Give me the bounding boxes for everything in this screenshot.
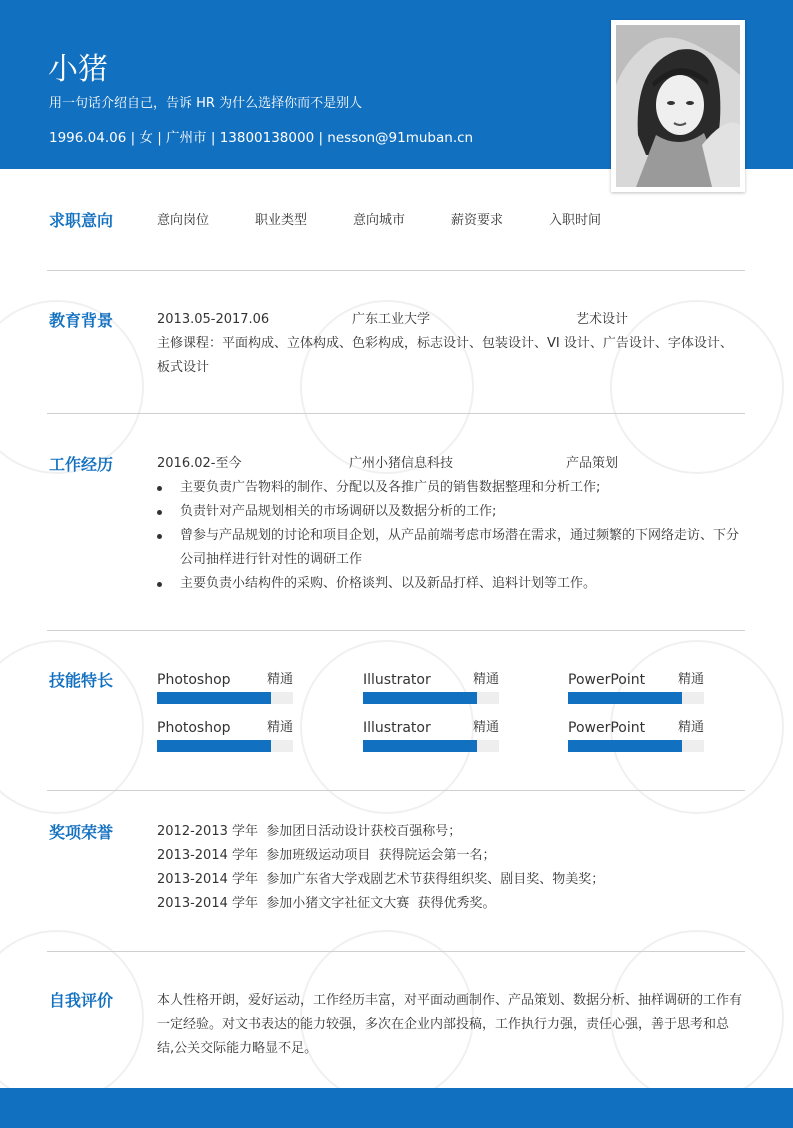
job-intention-item: 意向岗位 xyxy=(157,213,210,228)
work-bullet xyxy=(157,524,750,572)
footer-band xyxy=(0,1088,793,1128)
work-bullet-text: 主要负责广告物料的制作、分配以及各推广员的销售数据整理和分析工作; xyxy=(180,480,601,495)
skill-item xyxy=(157,718,293,762)
skill-name: Photoshop xyxy=(157,720,231,736)
work-bullet xyxy=(157,572,750,596)
education-courses: 主修课程：平面构成、立体构成、色彩构成，标志设计、包装设计、VI 设计、广告设计、字体设计、板式设计 xyxy=(157,336,733,375)
bullet-dot-icon xyxy=(157,534,162,539)
skill-name: Illustrator xyxy=(363,720,431,736)
job-intention-item: 入职时间 xyxy=(549,213,602,228)
skill-item xyxy=(363,670,499,714)
skill-bar-track xyxy=(363,692,499,704)
skill-item xyxy=(363,718,499,762)
section-divider xyxy=(47,951,745,952)
watermark-ring xyxy=(0,640,144,814)
watermark-ring xyxy=(610,300,784,474)
skill-bar-fill xyxy=(157,740,271,752)
section-title-awards: 奖项荣誉 xyxy=(49,823,114,842)
skill-item xyxy=(568,718,704,762)
section-divider xyxy=(47,413,745,414)
skill-bar-track xyxy=(568,692,704,704)
work-bullet xyxy=(157,500,750,524)
bullet-dot-icon xyxy=(157,510,162,515)
skill-level: 精通 xyxy=(472,672,499,687)
skill-name: Photoshop xyxy=(157,672,231,688)
section-title-job-intention: 求职意向 xyxy=(49,211,114,230)
skill-name: PowerPoint xyxy=(568,672,646,688)
work-bullet-text: 曾参与产品规划的讨论和项目企划，从产品前端考虑市场潜在需求，通过频繁的下网络走访、下分公司抽样进行针对性的调研工作 xyxy=(180,528,740,567)
section-title-work: 工作经历 xyxy=(49,455,114,474)
skill-bar-track xyxy=(363,740,499,752)
self-evaluation-text: 本人性格开朗，爱好运动，工作经历丰富，对平面动画制作、产品策划、数据分析、抽样调研的工作有一定经验。对文书表达的能力较强，多次在企业内部投稿，工作执行力强，责任心强，善于思考和总结,公关交际能力略显不足。 xyxy=(157,993,743,1056)
skill-level: 精通 xyxy=(266,720,293,735)
skill-bar-fill xyxy=(363,692,477,704)
skill-level: 精通 xyxy=(266,672,293,687)
work-bullet xyxy=(157,476,750,500)
skill-bar-fill xyxy=(363,740,477,752)
contact-info: 1996.04.06 | 女 | 广州市 | 13800138000 | nesson@91muban.cn xyxy=(49,130,474,146)
work-bullet-text: 主要负责小结构件的采购、价格谈判、以及新品打样、追料计划等工作。 xyxy=(180,576,597,591)
award-item: 2013-2014 学年 参加小猪文字社征文大赛 获得优秀奖。 xyxy=(157,896,496,911)
education-school: 广东工业大学 xyxy=(352,312,431,327)
profile-photo-frame xyxy=(611,20,745,192)
skill-level: 精通 xyxy=(677,720,704,735)
bullet-dot-icon xyxy=(157,486,162,491)
skill-bar-fill xyxy=(568,740,682,752)
skill-level: 精通 xyxy=(677,672,704,687)
section-divider xyxy=(47,790,745,791)
award-item: 2013-2014 学年 参加班级运动项目 获得院运会第一名； xyxy=(157,848,496,863)
candidate-name: 小猪 xyxy=(48,52,108,87)
work-period: 2016.02-至今 xyxy=(157,456,242,471)
section-divider xyxy=(47,270,745,271)
skill-bar-track xyxy=(157,740,293,752)
job-intention-item: 意向城市 xyxy=(353,213,406,228)
profile-photo xyxy=(616,25,740,187)
award-item: 2013-2014 学年 参加广东省大学戏剧艺术节获得组织奖、剧目奖、物美奖； xyxy=(157,872,605,887)
section-divider xyxy=(47,630,745,631)
education-major: 艺术设计 xyxy=(576,312,629,327)
skill-level: 精通 xyxy=(472,720,499,735)
skill-item xyxy=(568,670,704,714)
section-title-skills: 技能特长 xyxy=(49,671,114,690)
section-title-education: 教育背景 xyxy=(49,311,114,330)
skill-item xyxy=(157,670,293,714)
watermark-ring xyxy=(0,930,144,1104)
skill-bar-track xyxy=(568,740,704,752)
skill-bar-fill xyxy=(157,692,271,704)
job-intention-item: 薪资要求 xyxy=(451,213,504,228)
bullet-dot-icon xyxy=(157,582,162,587)
skill-name: PowerPoint xyxy=(568,720,646,736)
skill-bar-track xyxy=(157,692,293,704)
work-position: 产品策划 xyxy=(566,456,619,471)
job-intention-item: 职业类型 xyxy=(255,213,308,228)
skill-bar-fill xyxy=(568,692,682,704)
education-period: 2013.05-2017.06 xyxy=(157,312,270,327)
work-bullet-text: 负责针对产品规划相关的市场调研以及数据分析的工作; xyxy=(180,504,497,519)
award-item: 2012-2013 学年 参加团日活动设计获校百强称号； xyxy=(157,824,462,839)
portrait-illustration xyxy=(616,25,740,187)
section-title-self-evaluation: 自我评价 xyxy=(49,991,114,1010)
skill-name: Illustrator xyxy=(363,672,431,688)
candidate-intro: 用一句话介绍自己，告诉 HR 为什么选择你而不是别人 xyxy=(49,96,363,111)
work-company: 广州小猪信息科技 xyxy=(349,456,454,471)
